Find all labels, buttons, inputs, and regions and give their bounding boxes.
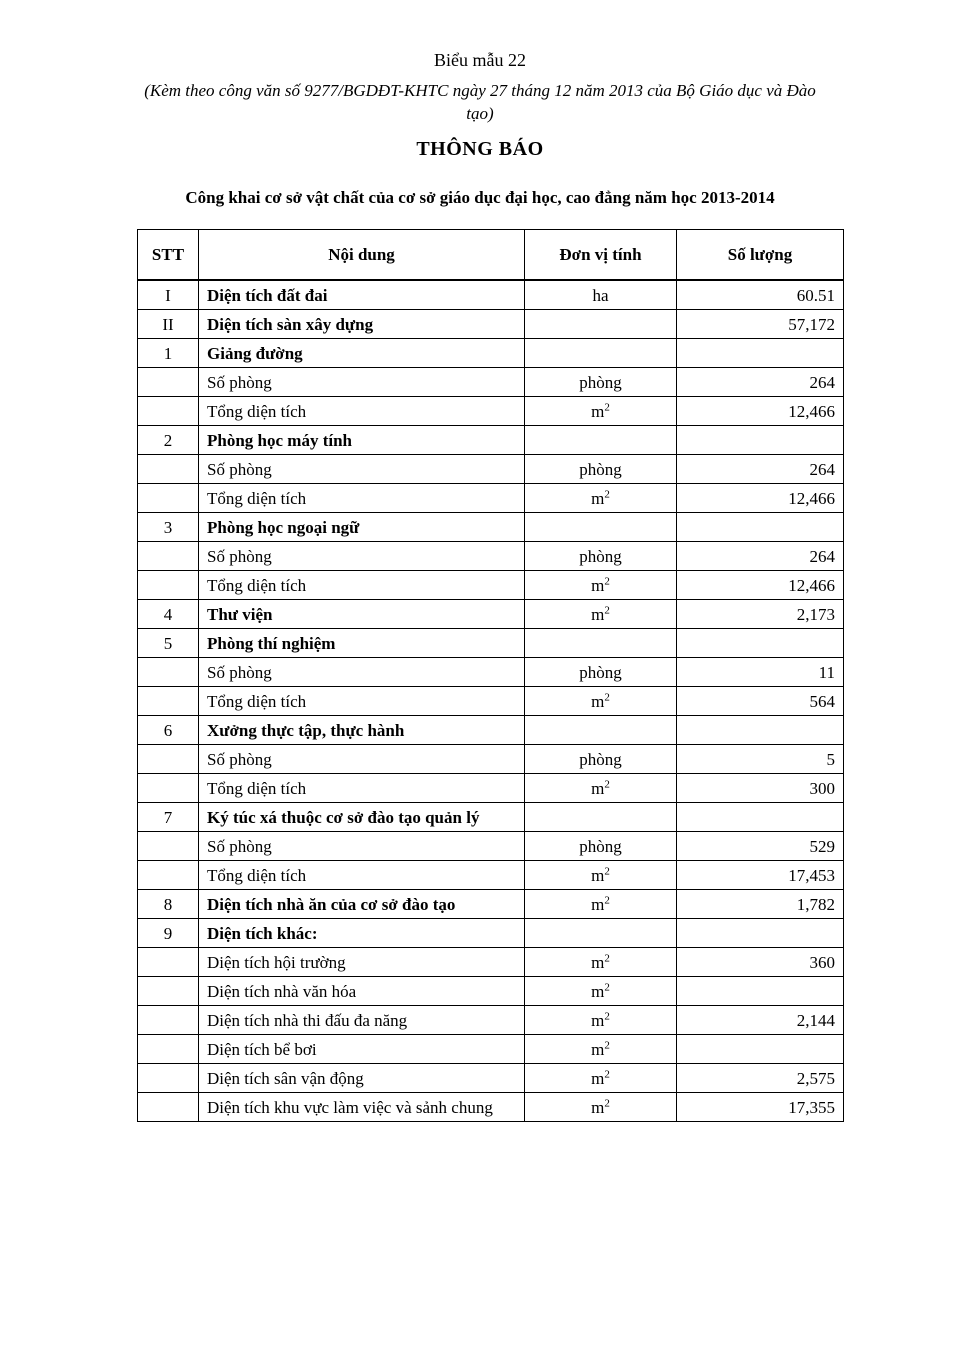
table-row [138, 368, 844, 397]
table-row [138, 658, 844, 687]
attachment-note: (Kèm theo công văn số 9277/BGDĐT-KHTC ngày 27 tháng 12 năm 2013 của Bộ Giáo dục và Đào tạo) [144, 80, 816, 123]
quantity-cell [677, 1035, 844, 1064]
quantity-cell: 264 [677, 542, 844, 571]
content-cell: Diện tích sàn xây dựng [199, 310, 525, 339]
unit-cell: phòng [525, 368, 677, 397]
content-cell: Số phòng [199, 745, 525, 774]
table-row [138, 629, 844, 658]
content-cell: Xưởng thực tập, thực hành [199, 716, 525, 745]
table-row [138, 1035, 844, 1064]
unit-cell: $m^2$ [525, 948, 677, 977]
content-cell: Diện tích bể bơi [199, 1035, 525, 1064]
content-cell: Tổng diện tích [199, 687, 525, 716]
unit-cell: $m^2$ [525, 571, 677, 600]
quantity-cell: 11 [677, 658, 844, 687]
quantity-cell: 17,453 [677, 861, 844, 890]
stt-cell [138, 1035, 199, 1064]
unit-cell: phòng [525, 832, 677, 861]
quantity-cell: 12,466 [677, 397, 844, 426]
unit-superscript: 2 [604, 401, 610, 414]
stt-cell [138, 397, 199, 426]
content-cell: Tổng diện tích [199, 571, 525, 600]
unit-superscript: 2 [604, 865, 610, 878]
content-cell: Số phòng [199, 368, 525, 397]
document-title: THÔNG BÁO [416, 138, 544, 161]
unit-cell: $m^2$ [525, 397, 677, 426]
stt-cell [138, 542, 199, 571]
unit-superscript: 2 [604, 981, 610, 994]
unit-cell [525, 629, 677, 658]
table-row [138, 948, 844, 977]
quantity-cell: 17,355 [677, 1093, 844, 1122]
unit-cell [525, 513, 677, 542]
unit-cell: $m^2$ [525, 1006, 677, 1035]
quantity-cell: 2,575 [677, 1064, 844, 1093]
content-cell: Diện tích nhà thi đấu đa năng [199, 1006, 525, 1035]
header-content: Nội dung [199, 230, 525, 281]
unit-superscript: 2 [604, 1097, 610, 1110]
quantity-cell: 564 [677, 687, 844, 716]
stt-cell: 8 [138, 890, 199, 919]
facilities-table [137, 229, 844, 1122]
stt-cell: II [138, 310, 199, 339]
quantity-cell [677, 629, 844, 658]
stt-cell [138, 1093, 199, 1122]
table-row [138, 542, 844, 571]
unit-superscript: 2 [604, 488, 610, 501]
stt-cell: 3 [138, 513, 199, 542]
unit-cell [525, 310, 677, 339]
unit-cell: phòng [525, 542, 677, 571]
unit-cell: $m^2$ [525, 600, 677, 629]
form-number-label: Biểu mẫu 22 [434, 50, 526, 70]
unit-cell: $m^2$ [525, 1093, 677, 1122]
content-cell: Số phòng [199, 832, 525, 861]
unit-cell [525, 919, 677, 948]
header-unit: Đơn vị tính [525, 230, 677, 281]
table-row [138, 745, 844, 774]
table-row [138, 1064, 844, 1093]
unit-cell: $m^2$ [525, 687, 677, 716]
stt-cell [138, 745, 199, 774]
quantity-cell: 264 [677, 455, 844, 484]
facilities-table-body [138, 280, 844, 1122]
stt-cell: 5 [138, 629, 199, 658]
quantity-cell [677, 513, 844, 542]
content-cell: Diện tích đất đai [199, 280, 525, 310]
unit-cell: ha [525, 280, 677, 310]
unit-superscript: 2 [604, 691, 610, 704]
quantity-cell: 2,173 [677, 600, 844, 629]
unit-cell: $m^2$ [525, 861, 677, 890]
stt-cell [138, 948, 199, 977]
table-row [138, 803, 844, 832]
unit-superscript: 2 [604, 894, 610, 907]
content-cell: Diện tích nhà văn hóa [199, 977, 525, 1006]
table-row [138, 484, 844, 513]
document-subtitle: Công khai cơ sở vật chất của cơ sở giáo dục đại học, cao đẳng năm học 2013-2014 [185, 188, 775, 208]
quantity-cell [677, 716, 844, 745]
stt-cell [138, 832, 199, 861]
quantity-cell [677, 803, 844, 832]
quantity-cell: 12,466 [677, 571, 844, 600]
stt-cell: 2 [138, 426, 199, 455]
content-cell: Diện tích hội trường [199, 948, 525, 977]
quantity-cell: 264 [677, 368, 844, 397]
content-cell: Diện tích nhà ăn của cơ sở đào tạo [199, 890, 525, 919]
table-row [138, 571, 844, 600]
content-cell: Số phòng [199, 542, 525, 571]
quantity-cell: 360 [677, 948, 844, 977]
table-row [138, 397, 844, 426]
content-cell: Tổng diện tích [199, 397, 525, 426]
table-row [138, 832, 844, 861]
unit-cell: $m^2$ [525, 774, 677, 803]
table-row [138, 339, 844, 368]
stt-cell [138, 484, 199, 513]
content-cell: Số phòng [199, 658, 525, 687]
table-row [138, 890, 844, 919]
quantity-cell: 2,144 [677, 1006, 844, 1035]
table-row [138, 1006, 844, 1035]
quantity-cell: 5 [677, 745, 844, 774]
table-row [138, 977, 844, 1006]
content-cell: Diện tích khác: [199, 919, 525, 948]
unit-superscript: 2 [604, 575, 610, 588]
stt-cell: 4 [138, 600, 199, 629]
stt-cell [138, 368, 199, 397]
document-header [0, 0, 960, 208]
content-cell: Thư viện [199, 600, 525, 629]
table-row [138, 426, 844, 455]
quantity-cell [677, 426, 844, 455]
table-row [138, 280, 844, 310]
table-row [138, 513, 844, 542]
unit-cell [525, 716, 677, 745]
stt-cell [138, 455, 199, 484]
quantity-cell: 300 [677, 774, 844, 803]
content-cell: Tổng diện tích [199, 774, 525, 803]
quantity-cell [677, 919, 844, 948]
unit-cell: $m^2$ [525, 484, 677, 513]
table-row [138, 716, 844, 745]
unit-cell [525, 426, 677, 455]
content-cell: Tổng diện tích [199, 861, 525, 890]
stt-cell [138, 977, 199, 1006]
unit-superscript: 2 [604, 604, 610, 617]
table-row [138, 919, 844, 948]
unit-cell: $m^2$ [525, 1035, 677, 1064]
table-row [138, 600, 844, 629]
quantity-cell: 1,782 [677, 890, 844, 919]
content-cell: Diện tích khu vực làm việc và sảnh chung [199, 1093, 525, 1122]
header-quantity: Số lượng [677, 230, 844, 281]
stt-cell: 7 [138, 803, 199, 832]
unit-cell: $m^2$ [525, 1064, 677, 1093]
unit-cell: phòng [525, 658, 677, 687]
stt-cell: I [138, 280, 199, 310]
content-cell: Diện tích sân vận động [199, 1064, 525, 1093]
unit-superscript: 2 [604, 1068, 610, 1081]
unit-cell: $m^2$ [525, 977, 677, 1006]
table-row [138, 687, 844, 716]
table-row [138, 1093, 844, 1122]
table-row [138, 861, 844, 890]
content-cell: Số phòng [199, 455, 525, 484]
content-cell: Phòng thí nghiệm [199, 629, 525, 658]
stt-cell [138, 1064, 199, 1093]
unit-superscript: 2 [604, 1039, 610, 1052]
quantity-cell [677, 339, 844, 368]
content-cell: Phòng học ngoại ngữ [199, 513, 525, 542]
stt-cell: 6 [138, 716, 199, 745]
table-row [138, 774, 844, 803]
content-cell: Ký túc xá thuộc cơ sở đào tạo quản lý [199, 803, 525, 832]
unit-cell [525, 803, 677, 832]
stt-cell [138, 658, 199, 687]
quantity-cell: 529 [677, 832, 844, 861]
content-cell: Phòng học máy tính [199, 426, 525, 455]
stt-cell [138, 687, 199, 716]
unit-cell [525, 339, 677, 368]
stt-cell [138, 861, 199, 890]
facilities-table-head [138, 230, 844, 281]
header-stt: STT [138, 230, 199, 281]
table-row [138, 455, 844, 484]
stt-cell [138, 774, 199, 803]
unit-superscript: 2 [604, 952, 610, 965]
quantity-cell [677, 977, 844, 1006]
content-cell: Tổng diện tích [199, 484, 525, 513]
unit-superscript: 2 [604, 1010, 610, 1023]
stt-cell [138, 571, 199, 600]
quantity-cell: 60.51 [677, 280, 844, 310]
quantity-cell: 57,172 [677, 310, 844, 339]
unit-superscript: 2 [604, 778, 610, 791]
unit-cell: phòng [525, 745, 677, 774]
stt-cell: 9 [138, 919, 199, 948]
header-row [138, 230, 844, 281]
stt-cell [138, 1006, 199, 1035]
content-cell: Giảng đường [199, 339, 525, 368]
stt-cell: 1 [138, 339, 199, 368]
quantity-cell: 12,466 [677, 484, 844, 513]
unit-cell: phòng [525, 455, 677, 484]
unit-cell: $m^2$ [525, 890, 677, 919]
table-row [138, 310, 844, 339]
